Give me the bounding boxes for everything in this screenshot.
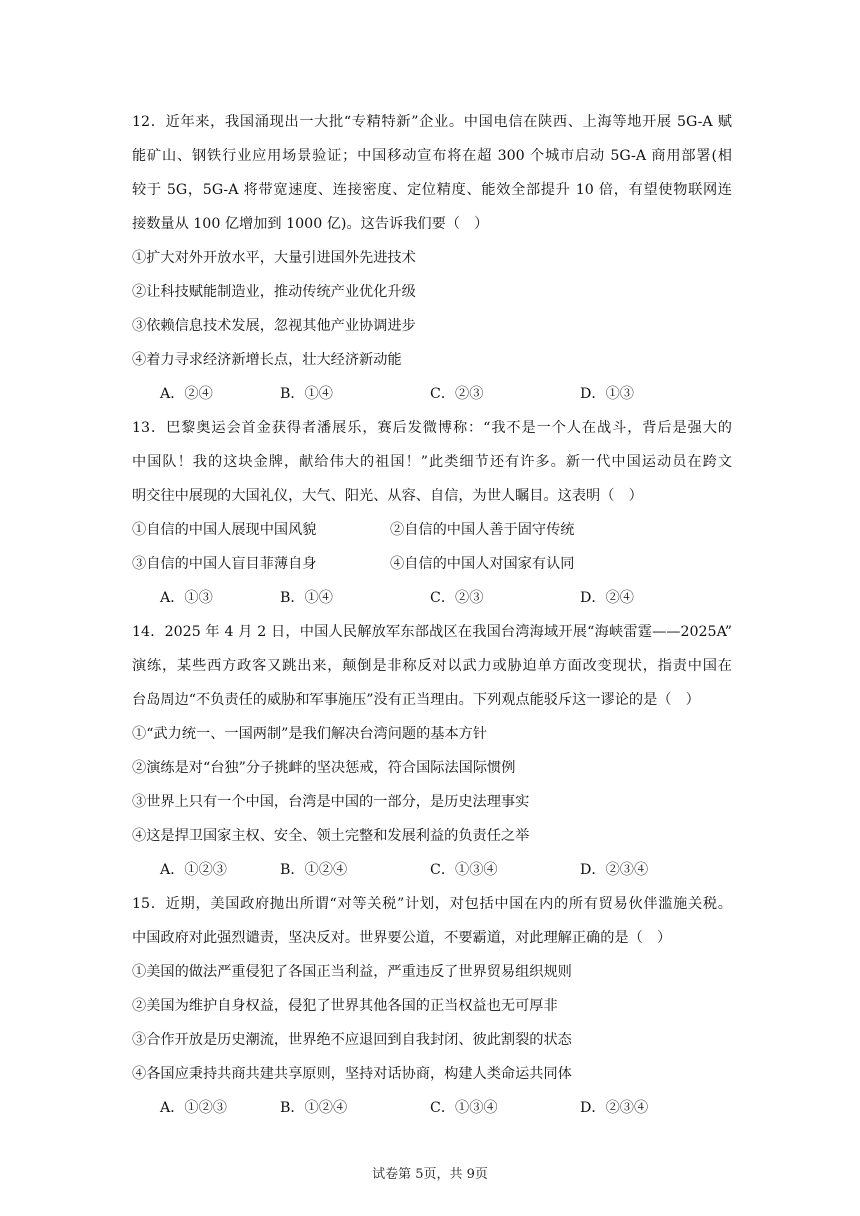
option-d[interactable]: D．②③④ bbox=[580, 862, 649, 878]
option-a[interactable]: A．②④ bbox=[160, 386, 213, 402]
statement-item: ②自信的中国人善于固守传统 bbox=[390, 522, 575, 538]
question-stem-line: 13．巴黎奥运会首金获得者潘展乐，赛后发微博称：“我不是一个人在战斗，背后是强大的 bbox=[132, 420, 732, 436]
page-footer: 试卷第 5页，共 9页 bbox=[372, 1167, 488, 1182]
option-b[interactable]: B．①④ bbox=[280, 590, 333, 606]
statement-item: ②美国为维护自身权益，侵犯了世界其他各国的正当权益也无可厚非 bbox=[132, 998, 558, 1014]
option-c[interactable]: C．①③④ bbox=[430, 1100, 498, 1116]
question-stem-line: 明交往中展现的大国礼仪，大气、阳光、从容、自信，为世人瞩目。这表明（ ） bbox=[132, 488, 643, 504]
question-stem-line: 中国队！我的这块金牌，献给伟大的祖国！”此类细节还有许多。新一代中国运动员在跨文 bbox=[132, 454, 732, 470]
option-b[interactable]: B．①④ bbox=[280, 386, 333, 402]
question-stem-line: 中国政府对此强烈谴责，坚决反对。世界要公道，不要霸道，对此理解正确的是（ ） bbox=[132, 930, 672, 946]
option-c[interactable]: C．①③④ bbox=[430, 862, 498, 878]
question-stem-line: 接数量从 100 亿增加到 1000 亿)。这告诉我们要（ ） bbox=[132, 216, 489, 232]
question-stem-line: 12．近年来，我国涌现出一大批“专精特新”企业。中国电信在陕西、上海等地开展 5G-A 赋 bbox=[132, 114, 732, 130]
question-stem-line: 演练，某些西方政客又跳出来，颠倒是非称反对以武力或胁迫单方面改变现状，指责中国在 bbox=[132, 658, 732, 674]
question-stem-line: 14．2025 年 4 月 2 日，中国人民解放军东部战区在我国台湾海域开展“海峡雷霆——2025A” bbox=[132, 624, 732, 640]
statement-item: ③世界上只有一个中国，台湾是中国的一部分，是历史法理事实 bbox=[132, 794, 530, 810]
statement-item: ④这是捍卫国家主权、安全、领土完整和发展利益的负责任之举 bbox=[132, 828, 530, 844]
answer-options bbox=[160, 588, 720, 608]
option-d[interactable]: D．①③ bbox=[580, 386, 634, 402]
statement-item: ②让科技赋能制造业，推动传统产业优化升级 bbox=[132, 284, 416, 300]
option-c[interactable]: C．②③ bbox=[430, 590, 484, 606]
question-stem-line: 较于 5G，5G-A 将带宽速度、连接密度、定位精度、能效全部提升 10 倍，有望使物联网连 bbox=[132, 182, 732, 198]
option-a[interactable]: A．①③ bbox=[160, 590, 213, 606]
statement-row bbox=[132, 520, 732, 540]
option-a[interactable]: A．①②③ bbox=[160, 1100, 227, 1116]
option-c[interactable]: C．②③ bbox=[430, 386, 484, 402]
statement-item: ②演练是对“台独”分子挑衅的坚决惩戒，符合国际法国际惯例 bbox=[132, 760, 516, 776]
statement-item: ③合作开放是历史潮流，世界绝不应退回到自我封闭、彼此割裂的状态 bbox=[132, 1032, 572, 1048]
statement-item: ①扩大对外开放水平，大量引进国外先进技术 bbox=[132, 250, 416, 266]
statement-item: ①“武力统一、一国两制”是我们解决台湾问题的基本方针 bbox=[132, 726, 488, 742]
statement-item: ①自信的中国人展现中国风貌 bbox=[132, 522, 317, 538]
statement-item: ④各国应秉持共商共建共享原则，坚持对话协商，构建人类命运共同体 bbox=[132, 1066, 572, 1082]
statement-item: ③自信的中国人盲目菲薄自身 bbox=[132, 556, 317, 572]
question-stem-line: 能矿山、钢铁行业应用场景验证；中国移动宣布将在超 300 个城市启动 5G-A 商用部署(相 bbox=[132, 148, 732, 164]
option-b[interactable]: B．①②④ bbox=[280, 862, 348, 878]
statement-item: ④自信的中国人对国家有认同 bbox=[390, 556, 575, 572]
answer-options bbox=[160, 384, 720, 404]
statement-item: ③依赖信息技术发展，忽视其他产业协调进步 bbox=[132, 318, 416, 334]
question-stem-line: 15．近期，美国政府抛出所谓“对等关税”计划，对包括中国在内的所有贸易伙伴滥施关税。 bbox=[132, 896, 732, 912]
option-d[interactable]: D．②④ bbox=[580, 590, 634, 606]
answer-options bbox=[160, 860, 720, 880]
statement-row bbox=[132, 554, 732, 574]
option-b[interactable]: B．①②④ bbox=[280, 1100, 348, 1116]
option-d[interactable]: D．②③④ bbox=[580, 1100, 649, 1116]
option-a[interactable]: A．①②③ bbox=[160, 862, 227, 878]
answer-options bbox=[160, 1098, 720, 1118]
statement-item: ④着力寻求经济新增长点，壮大经济新动能 bbox=[132, 352, 402, 368]
question-stem-line: 台岛周边“不负责任的威胁和军事施压”没有正当理由。下列观点能驳斥这一谬论的是（ ） bbox=[132, 692, 700, 708]
statement-item: ①美国的做法严重侵犯了各国正当利益，严重违反了世界贸易组织规则 bbox=[132, 964, 572, 980]
